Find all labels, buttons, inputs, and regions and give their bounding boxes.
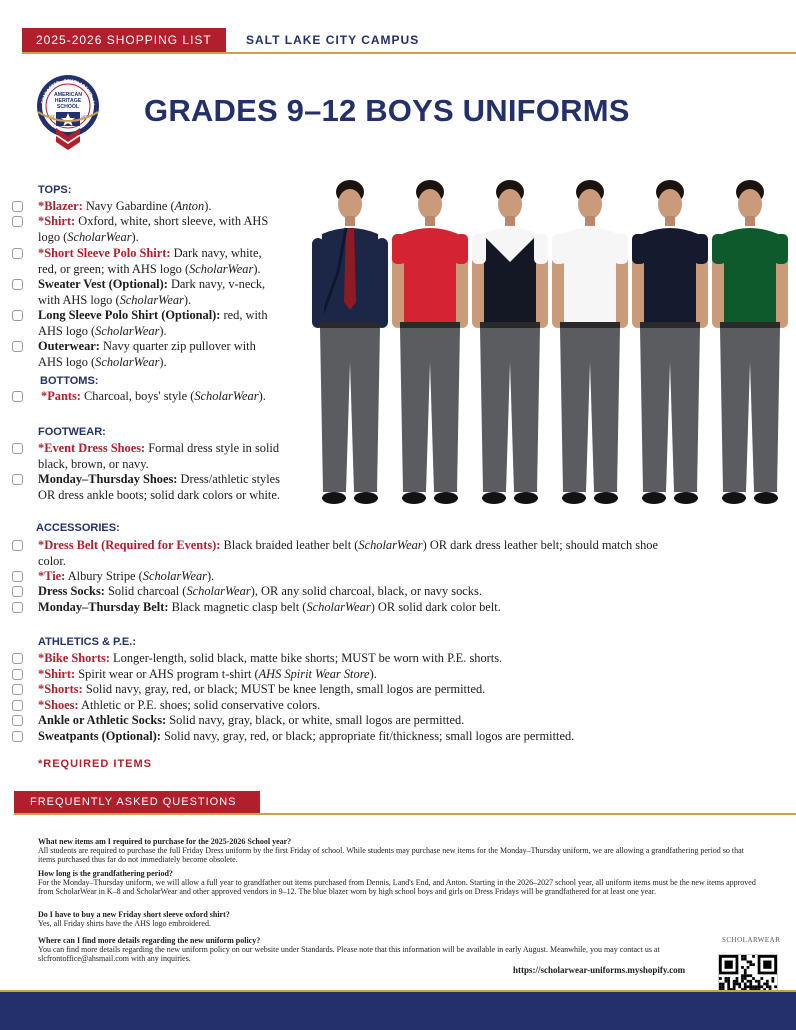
model-figure (472, 180, 548, 504)
header-divider (22, 52, 796, 54)
checkbox[interactable] (12, 248, 23, 259)
checkbox[interactable] (12, 731, 23, 742)
logo-line2: HERITAGE (54, 98, 82, 104)
faq-item (38, 910, 760, 928)
checkbox[interactable] (12, 443, 23, 454)
section-bottoms-heading: BOTTOMS: (40, 375, 99, 387)
checkbox[interactable] (12, 279, 23, 290)
faq-question: How long is the grandfathering period? (38, 869, 173, 878)
checkbox[interactable] (12, 669, 23, 680)
scholarwear-logo: SCHOLARWEAR (722, 936, 781, 944)
model-figure (312, 180, 388, 504)
faq-item (38, 837, 760, 864)
faq-answer: For the Monday–Thursday uniform, we will allow a full year to grandfather out items purchased from Dennis, Land's End, and Anton. Starting in the 2026–2027 school year, all uniform items must be the new items approved from ScholarWear in K–8 and ScholarWear and other approved vendors in 9–12. The blue blazer worn by high school boys and girls on Dress Fridays will be grandfathered for at least one year. (38, 878, 756, 896)
checkbox[interactable] (12, 391, 23, 402)
required-items-note: *REQUIRED ITEMS (38, 758, 153, 770)
faq-question: What new items am I required to purchase for the 2025-2026 School year? (38, 837, 292, 846)
faq-answer: You can find more details regarding the new uniform policy on our website under Standards. Please note that this information will be available in early August. Meanwhile, you may contact us at slcfrontoffice@ahsmail.com with any inquiries. (38, 945, 660, 963)
section-accessories-heading: ACCESSORIES: (36, 522, 120, 534)
faq-question: Do I have to buy a new Friday short sleeve oxford shirt? (38, 910, 230, 919)
model-figure (392, 180, 468, 504)
faq-divider (14, 813, 796, 815)
checkbox[interactable] (12, 571, 23, 582)
faq-question: Where can I find more details regarding the new uniform policy? (38, 936, 261, 945)
section-tops-heading: TOPS: (38, 184, 72, 196)
checkbox[interactable] (12, 474, 23, 485)
logo-ring-text: CHARACTER · SCHOLARSHIP · LI (40, 77, 96, 106)
faq-answer: All students are required to purchase the full Friday Dress uniform by the first Friday of school. While students may purchase new items for the Monday–Thursday uniform, we are allowing a grandfathering period so that items purchased thus far do not immediately become obsolete. (38, 846, 744, 864)
model-figure (552, 180, 628, 504)
model-figure (712, 180, 788, 504)
section-athletics-heading: ATHLETICS & P.E.: (38, 636, 136, 648)
logo-line3: SCHOOL (56, 104, 80, 110)
page-title: GRADES 9–12 BOYS UNIFORMS (144, 93, 630, 128)
shopping-list-label: 2025-2026 SHOPPING LIST (22, 28, 226, 52)
checkbox[interactable] (12, 216, 23, 227)
checkbox[interactable] (12, 201, 23, 212)
campus-label: SALT LAKE CITY CAMPUS (246, 33, 420, 47)
checkbox[interactable] (12, 341, 23, 352)
faq-item (38, 936, 698, 963)
checkbox[interactable] (12, 715, 23, 726)
checkbox[interactable] (12, 653, 23, 664)
checkbox[interactable] (12, 684, 23, 695)
section-footwear-heading: FOOTWEAR: (38, 426, 106, 438)
logo-est: EST. (48, 115, 56, 119)
checkbox[interactable] (12, 310, 23, 321)
faq-heading: FREQUENTLY ASKED QUESTIONS (14, 791, 260, 813)
checkbox[interactable] (12, 602, 23, 613)
checkbox[interactable] (12, 700, 23, 711)
logo-line1: AMERICAN (54, 92, 82, 98)
faq-item (38, 869, 760, 896)
logo-year: 1970 (81, 115, 89, 119)
checkbox[interactable] (12, 540, 23, 551)
vendor-url-link[interactable]: https://scholarwear-uniforms.myshopify.com (513, 965, 686, 975)
uniform-models-photo (308, 172, 790, 520)
footer-bar (0, 990, 796, 1030)
checkbox[interactable] (12, 586, 23, 597)
school-logo (36, 72, 100, 160)
model-figure (632, 180, 708, 504)
faq-answer: Yes, all Friday shirts have the AHS logo embroidered. (38, 919, 211, 928)
